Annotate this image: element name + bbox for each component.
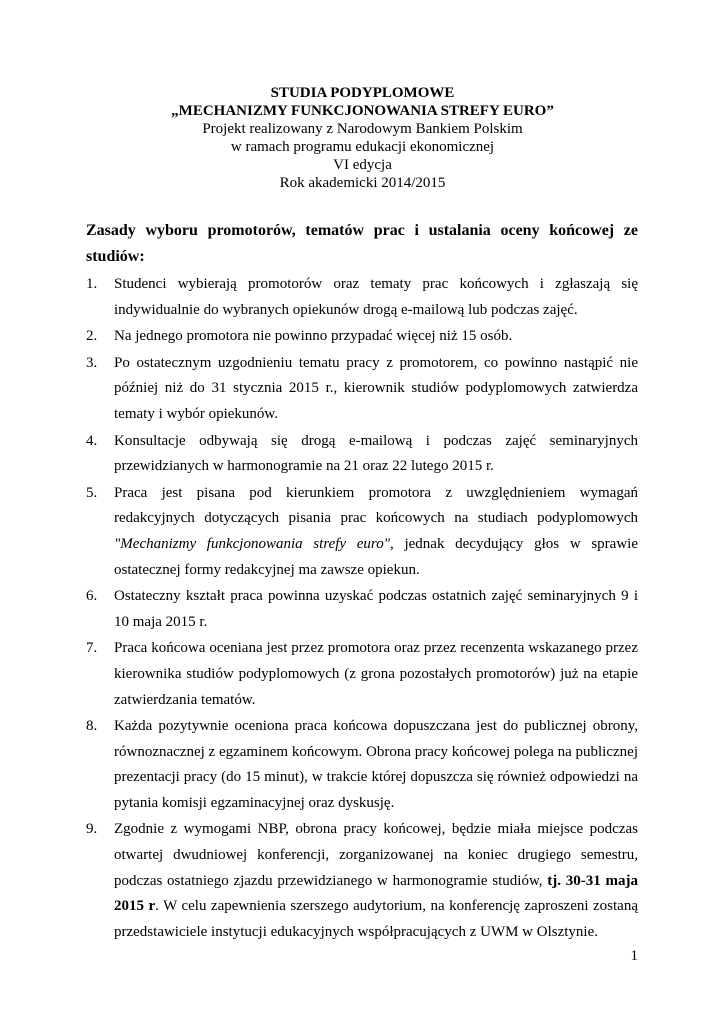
list-item-text: Każda pozytywnie oceniona praca końcowa dopuszczana jest do publicznej obrony, równoznacznej z egzaminem końcowym. Obrona pracy końcowej polega na publicznej prezentacji pracy (do 15 minut), w trakcie której dopuszcza się również odpowiedzi na pytania komisji egzaminacyjnej oraz dyskusję. bbox=[114, 718, 638, 811]
list-item bbox=[86, 351, 638, 428]
header-academic-year: Rok akademicki 2014/2015 bbox=[279, 175, 446, 191]
header-edition: VI edycja bbox=[333, 157, 392, 173]
list-item bbox=[86, 817, 638, 945]
list-item-italic-title: "Mechanizmy funkcjonowania strefy euro" bbox=[114, 535, 391, 552]
document-header bbox=[0, 84, 725, 192]
page-number: 1 bbox=[630, 948, 638, 964]
list-item-bold-date: tj. 30-31 maja 2015 r bbox=[114, 872, 638, 915]
list-item-number: 7. bbox=[86, 640, 98, 657]
list-item-number: 6. bbox=[86, 588, 98, 605]
list-item-text: Praca jest pisana pod kierunkiem promotora z uwzględnieniem wymagań redakcyjnych dotyczących pisania prac końcowych na studiach podyplomowych bbox=[114, 484, 638, 527]
list-item-number: 9. bbox=[86, 821, 98, 838]
list-item-number: 5. bbox=[86, 484, 98, 501]
list-item-number: 8. bbox=[86, 718, 98, 735]
list-item-text: Studenci wybierają promotorów oraz tematy prac końcowych i zgłaszają się indywidualnie do wybranych opiekunów drogą e-mailową lub podczas zajęć. bbox=[114, 276, 638, 318]
list-item bbox=[86, 272, 638, 323]
list-item bbox=[86, 429, 638, 480]
rules-list bbox=[86, 272, 638, 946]
list-item bbox=[86, 324, 638, 350]
header-program-title: „MECHANIZMY FUNKCJONOWANIA STREFY EURO” bbox=[171, 103, 554, 119]
header-program-type: STUDIA PODYPLOMOWE bbox=[270, 85, 455, 101]
header-program-note: w ramach programu edukacji ekonomicznej bbox=[230, 139, 495, 155]
section-heading: Zasady wyboru promotorów, tematów prac i ustalania oceny końcowej ze studiów: bbox=[86, 222, 638, 265]
list-item bbox=[86, 714, 638, 816]
list-item-number: 1. bbox=[86, 276, 98, 292]
list-item-text: Konsultacje odbywają się drogą e-mailową i podczas zajęć seminaryjnych przewidzianych w harmonogramie na 21 oraz 22 lutego 2015 r. bbox=[114, 432, 638, 475]
list-item-text: Na jednego promotora nie powinno przypadać więcej niż 15 osób. bbox=[114, 328, 513, 345]
list-item-text: Po ostatecznym uzgodnieniu tematu pracy z promotorem, co powinno nastąpić nie później niż do 31 stycznia 2015 r., kierownik studiów podyplomowych zatwierdza tematy i wybór opiekunów. bbox=[114, 354, 638, 422]
list-item-text: Praca końcowa oceniana jest przez promotora oraz przez recenzenta wskazanego przez kierownika studiów podyplomowych (z grona pozostałych promotorów) już na etapie zatwierdzania tematów. bbox=[114, 640, 638, 708]
list-item bbox=[86, 584, 638, 635]
list-item-number: 2. bbox=[86, 328, 98, 345]
list-item-number: 4. bbox=[86, 432, 98, 449]
list-item-text: Ostateczny kształt praca powinna uzyskać podczas ostatnich zajęć seminaryjnych 9 i 10 maja 2015 r. bbox=[114, 588, 638, 630]
list-item bbox=[86, 481, 638, 583]
list-item bbox=[86, 636, 638, 713]
list-item-text-continued: , jednak decydujący głos w sprawie ostatecznej formy redakcyjnej ma zawsze opiekun. bbox=[114, 535, 638, 578]
header-project-note: Projekt realizowany z Narodowym Bankiem Polskim bbox=[202, 121, 523, 137]
list-item-text: Zgodnie z wymogami NBP, obrona pracy końcowej, będzie miała miejsce podczas otwartej dwudniowej konferencji, zorganizowanej na koniec drugiego semestru, podczas ostatniego zjazdu przewidzianego w harmonogramie studiów, bbox=[114, 821, 638, 889]
list-item-number: 3. bbox=[86, 354, 98, 371]
list-item-text-continued: . W celu zapewnienia szerszego audytorium, na konferencję zaproszeni zostaną przedstawiciele instytucji edukacyjnych współpracujących z UWM w Olsztynie. bbox=[114, 898, 638, 940]
